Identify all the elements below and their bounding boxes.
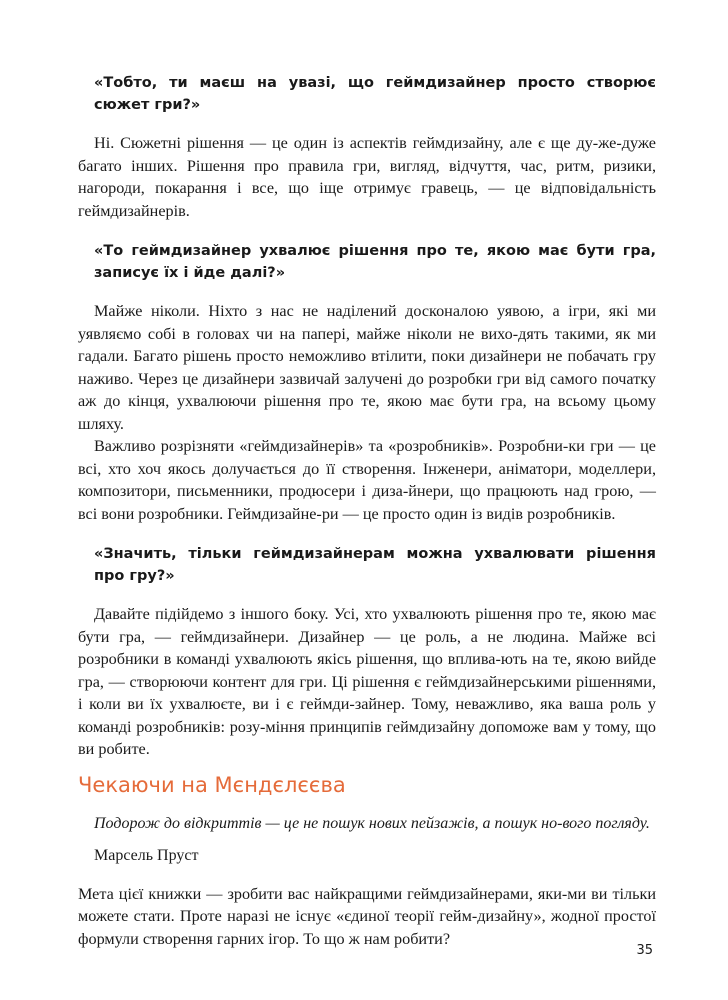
answer-3: Давайте підійдемо з іншого боку. Усі, хто ухвалюють рішення про те, якою має бути гра, — геймдизайнери. Дизайнер — це роль, а не людина. Майже всі розробники в команді ухвалюють якісь рішення, що вплива-ють на те, якою вийде гра, — створюючи контент для гри. Ці рішення є геймдизайнерськими рішеннями, і коли ви їх ухвалюєте, ви і є геймди-зайнер. Тому, неважливо, яка ваша роль у команді розробників: розу-міння принципів геймдизайну допоможе вам у тому, що ви робите. xyxy=(78,605,656,758)
question-2: «То геймдизайнер ухвалює рішення про те, якою має бути гра, записує їх і йде далі?» xyxy=(94,243,656,281)
question-1: «Тобто, ти маєш на увазі, що геймдизайнер просто створює сюжет гри?» xyxy=(94,75,656,113)
epigraph-author: Марсель Пруст xyxy=(94,846,199,864)
question-3: «Значить, тільки геймдизайнерам можна ухвалювати рішення про гру?» xyxy=(94,546,656,584)
page-number: 35 xyxy=(636,943,653,958)
page-content xyxy=(78,72,656,950)
body-paragraph: Мета цієї книжки — зробити вас найкращими геймдизайнерами, яки-ми ви тільки можете стати. Проте наразі не існує «єдиної теорії гейм-дизайну», жодної простої формули створення гарних ігор. То що ж нам робити? xyxy=(78,884,656,948)
section-heading: Чекаючи на Мєндєлєєва xyxy=(78,772,346,797)
answer-2-paragraph-2: Важливо розрізняти «геймдизайнерів» та «розробників». Розробни-ки гри — це всі, хто хоч якось долучається до її створення. Інженери, аніматори, моделлери, композитори, письменники, продюсери і диза-йнери, що працюють над грою, — всі вони розробники. Геймдизайне-ри — це просто один із видів розробників. xyxy=(78,437,656,523)
epigraph-quote: Подорож до відкриттів — це не пошук нових пейзажів, а пошук но-вого погляду. xyxy=(94,814,650,832)
answer-1: Ні. Сюжетні рішення — це один із аспектів геймдизайну, але є ще ду-же-дуже багато інших. Рішення про правила гри, вигляд, відчуття, час, ритм, ризики, нагороди, покарання і все, що іще отримує гравець, — це відповідальність геймдизайнерів. xyxy=(78,134,656,220)
answer-2-paragraph-1: Майже ніколи. Ніхто з нас не наділений досконалою уявою, а ігри, які ми уявляємо собі в головах чи на папері, майже ніколи не вихо-дять такими, як ми гадали. Багато рішень просто неможливо втілити, поки дизайнери не побачать гру наживо. Через це дизайнери зазвичай залучені до розробки гри від самого початку аж до кінця, ухвалюючи рішення про те, якою має бути гра, на всьому цьому шляху. xyxy=(78,302,656,433)
